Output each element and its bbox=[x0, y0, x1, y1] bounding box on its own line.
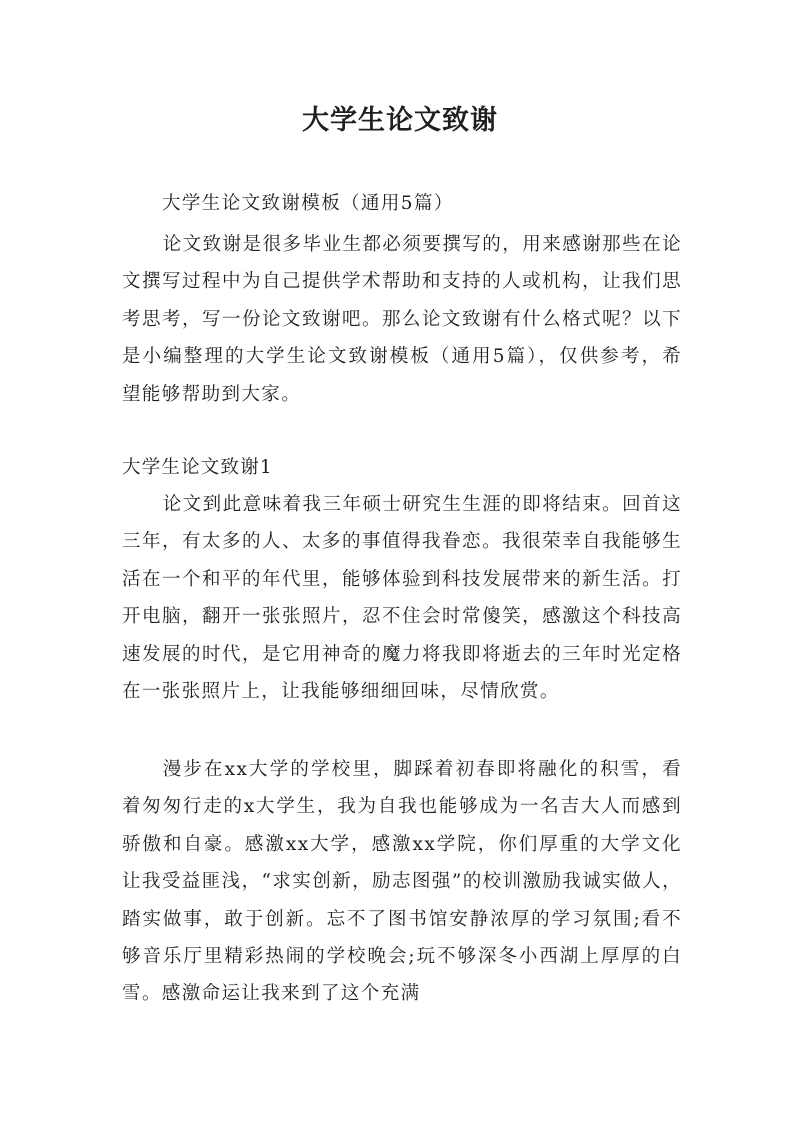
section-heading: 大学生论文致谢1 bbox=[122, 457, 273, 478]
document-title: 大学生论文致谢 bbox=[302, 105, 498, 136]
body-paragraph: 漫步在xx大学的学校里，脚踩着初春即将融化的积雪，看着匆匆行走的x大学生，我为自我也能够成为一名吉大人而感到骄傲和自豪。感激xx大学，感激xx学院，你们厚重的大学文化让我受益匪浅，“求实创新，励志图强”的校训激励我诚实做人，踏实做事，敢于创新。忘不了图书馆安静浓厚的学习氛围;看不够音乐厅里精彩热闹的学校晚会;玩不够深冬小西湖上厚厚的白雪。感激命运让我来到了这个充满 bbox=[122, 759, 682, 1005]
intro-paragraph: 论文致谢是很多毕业生都必须要撰写的，用来感谢那些在论文撰写过程中为自己提供学术帮助和支持的人或机构，让我们思考思考，写一份论文致谢吧。那么论文致谢有什么格式呢？以下是小编整理的大学生论文致谢模板（通用5篇），仅供参考，希望能够帮助到大家。 bbox=[122, 234, 682, 405]
body-paragraph: 论文到此意味着我三年硕士研究生生涯的即将结束。回首这三年，有太多的人、太多的事值得我眷恋。我很荣幸自我能够生活在一个和平的年代里，能够体验到科技发展带来的新生活。打开电脑，翻开一张张照片，忍不住会时常傻笑，感激这个科技高速发展的时代，是它用神奇的魔力将我即将逝去的三年时光定格在一张张照片上，让我能够细细回味，尽情欣赏。 bbox=[122, 494, 682, 703]
document-subtitle: 大学生论文致谢模板（通用5篇） bbox=[162, 193, 454, 214]
